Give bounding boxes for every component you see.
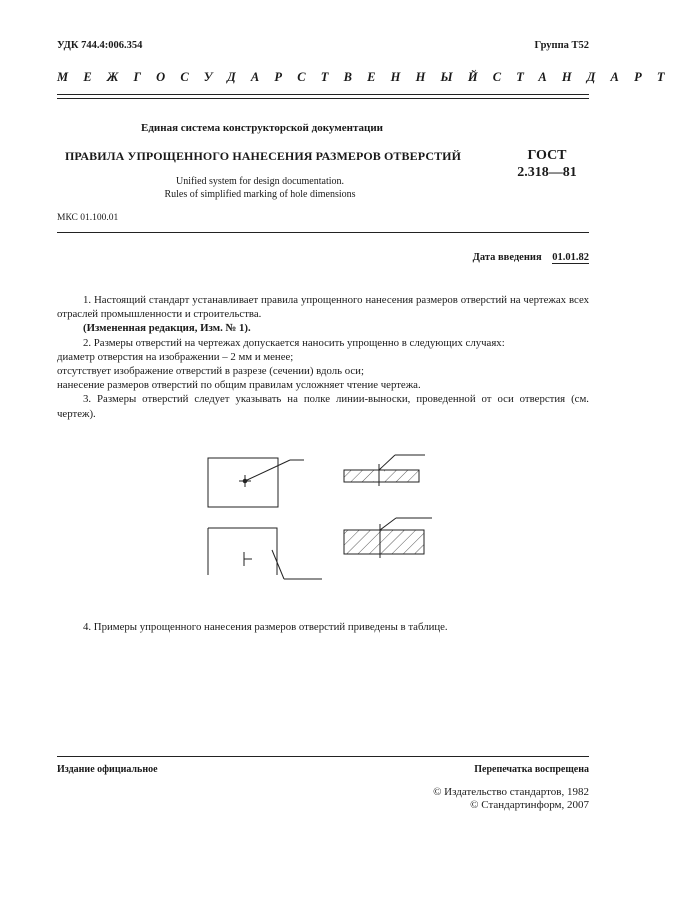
- group-code: Группа Т52: [534, 40, 589, 51]
- official-edition: Издание официальное: [57, 764, 158, 775]
- english-title-line1: Unified system for design documentation.: [175, 176, 345, 187]
- mks-code: МКС 01.100.01: [57, 213, 119, 223]
- footer-rule: [57, 756, 589, 757]
- introduction-date-label: Дата введения: [472, 252, 542, 263]
- paragraph-2-item-2: отсутствует изображение отверстий в разрезе (сечении) вдоль оси;: [57, 365, 364, 378]
- plan-view-bottom: [208, 528, 322, 579]
- section-view-top: [344, 455, 425, 486]
- interstate-standard-heading: [57, 70, 680, 85]
- header-rule-thin: [57, 98, 589, 99]
- paragraph-4: 4. Примеры упрощенного нанесения размеров отверстий приведены в таблице.: [83, 621, 448, 633]
- paragraph-2: 2. Размеры отверстий на чертежах допускается наносить упрощенно в следующих случаях:: [83, 336, 505, 349]
- paragraph-2-item-1: диаметр отверстия на изображении – 2 мм и менее;: [57, 350, 294, 363]
- section-view-bottom: [344, 518, 432, 558]
- copyright-2007: © Стандартинформ, 2007: [470, 799, 589, 811]
- header-rule-thick: [57, 94, 589, 95]
- gost-designation: [512, 147, 582, 181]
- english-title-line2: Rules of simplified marking of hole dimensions: [164, 189, 356, 200]
- gost-label: ГОСТ: [527, 148, 567, 163]
- introduction-date-value: 01.01.82: [552, 252, 589, 263]
- introduction-date: [473, 252, 589, 263]
- document-body: [57, 293, 589, 421]
- paragraph-2-item-3: нанесение размеров отверстий по общим правилам усложняет чтение чертежа.: [57, 379, 421, 392]
- reprint-notice: Перепечатка воспрещена: [474, 764, 589, 775]
- system-name: Единая система конструкторской документации: [141, 122, 383, 134]
- paragraph-1-amendment: (Измененная редакция, Изм. № 1).: [83, 322, 251, 335]
- copyright-1982: © Издательство стандартов, 1982: [433, 786, 589, 798]
- paragraph-3: 3. Размеры отверстий следует указывать на полке линии-выноски, проведенной от оси отверстия (см. чертеж).: [57, 393, 589, 420]
- hole-dimension-drawing: [200, 440, 440, 590]
- english-title: [140, 175, 380, 201]
- standard-label: СТАНДАРТ: [492, 70, 680, 84]
- interstate-label: МЕЖГОСУДАРСТВЕННЫЙ: [57, 70, 493, 84]
- gost-number: 2.318—81: [517, 165, 577, 180]
- plan-view-top: [208, 458, 304, 507]
- document-title: ПРАВИЛА УПРОЩЕННОГО НАНЕСЕНИЯ РАЗМЕРОВ ОТВЕРСТИЙ: [65, 149, 462, 163]
- udk-code: УДК 744.4:006.354: [57, 40, 143, 51]
- copyright-block: [433, 786, 589, 812]
- paragraph-1: 1. Настоящий стандарт устанавливает правила упрощенного нанесения размеров отверстий на чертежах всех отраслей промышленности и строительства.: [57, 294, 589, 321]
- title-block-rule: [57, 232, 589, 233]
